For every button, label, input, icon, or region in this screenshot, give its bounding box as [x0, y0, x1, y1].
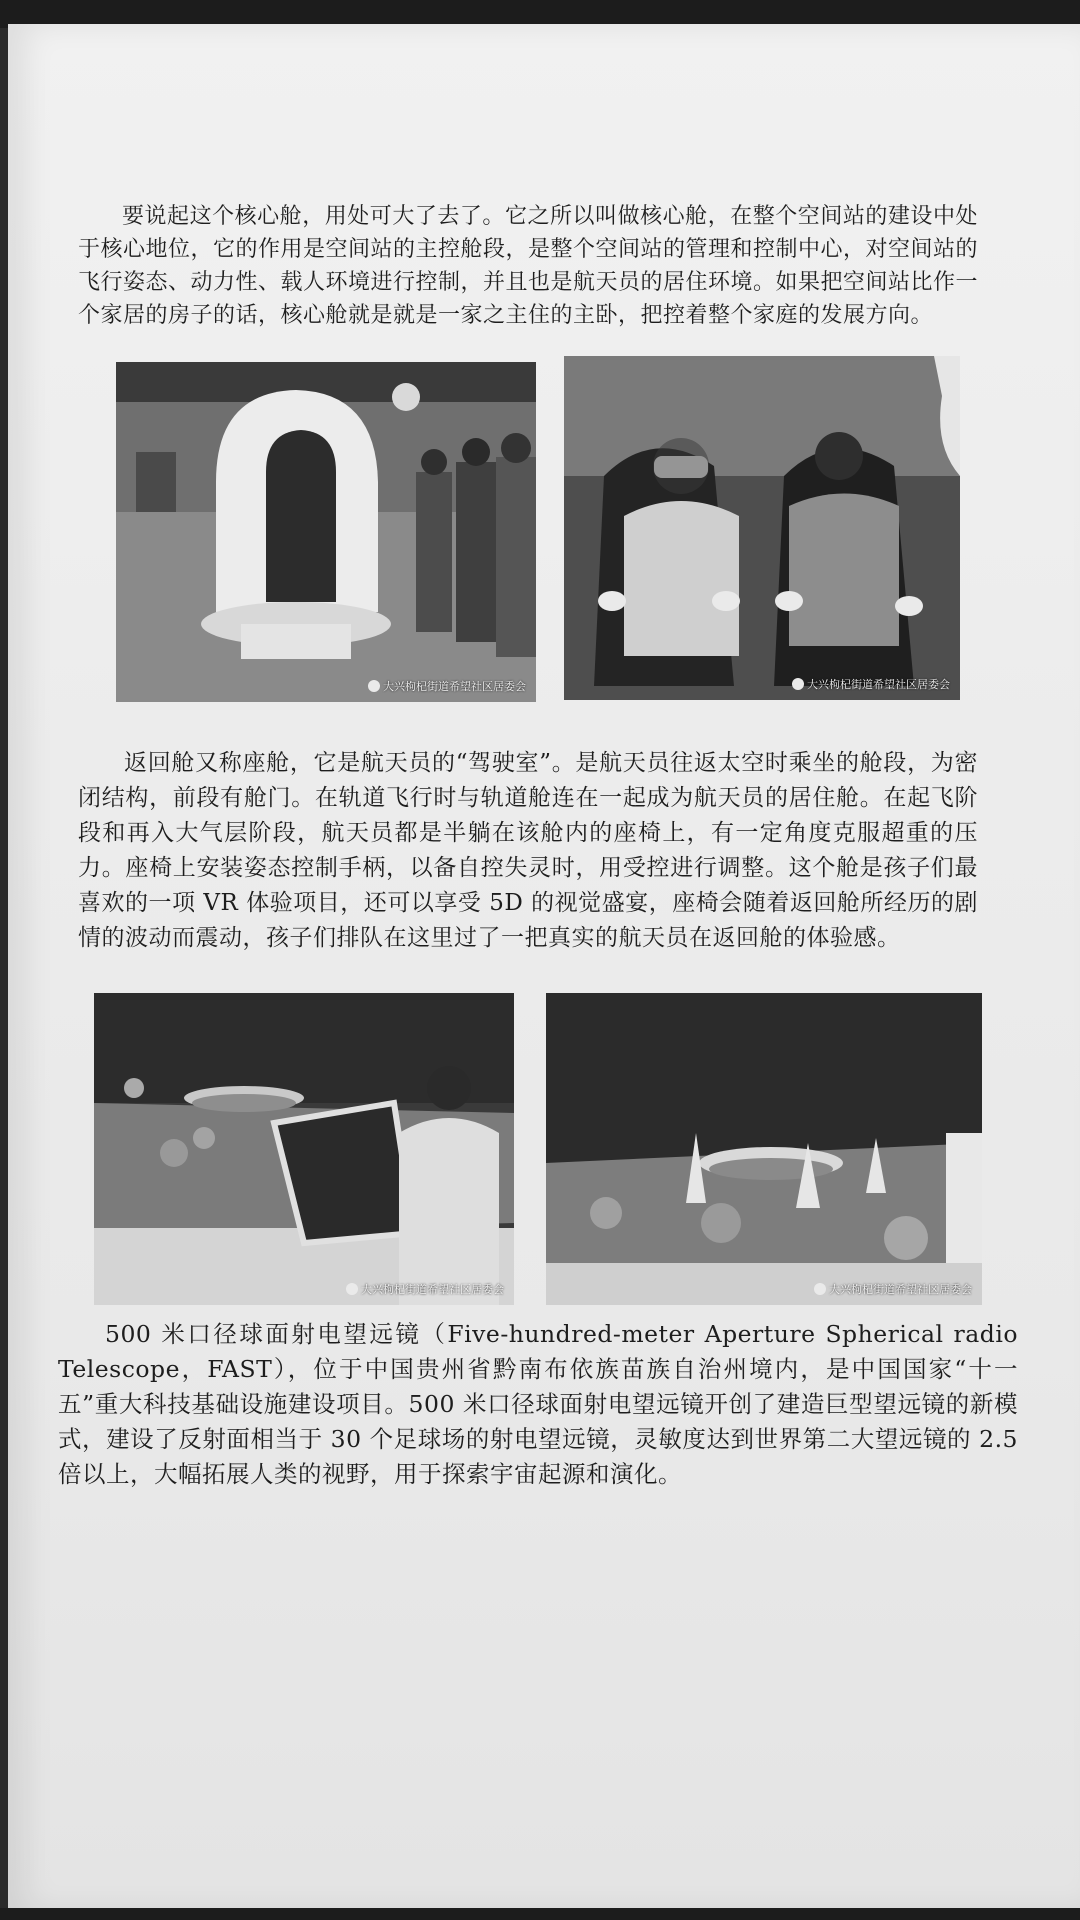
bottom-background	[0, 1908, 1080, 1920]
wechat-logo-icon	[368, 680, 380, 692]
wechat-logo-icon	[814, 1283, 826, 1295]
photo-capsule-exhibit	[116, 362, 536, 702]
photo-watermark: 大兴枸杞街道希望社区居委会	[814, 1281, 972, 1297]
photo-watermark: 大兴枸杞街道希望社区居委会	[792, 676, 950, 692]
paragraph-fast-telescope: 500 米口径球面射电望远镜（Five-hundred-meter Aperture Spherical radio Telescope，FAST），位于中国贵州省黔南布依族苗族自治州境内，是中国国家“十一五”重大科技基础设施建设项目。500 米口径球面射电望远镜开创了建造巨型望远镜的新模式，建设了反射面相当于 30 个足球场的射电望远镜，灵敏度达到世界第二大望远镜的 2.5 倍以上，大幅拓展人类的视野，用于探索宇宙起源和演化。	[58, 1320, 1018, 1488]
photo-watermark: 大兴枸杞街道希望社区居委会	[346, 1281, 504, 1297]
wechat-logo-icon	[346, 1283, 358, 1295]
photo-fast-model-boy	[94, 993, 514, 1305]
paragraph-return-capsule: 返回舱又称座舱，它是航天员的“驾驶室”。是航天员往返太空时乘坐的舱段，为密闭结构，前段有舱门。在轨道飞行时与轨道舱连在一起成为航天员的居住舱。在起飞阶段和再入大气层阶段，航天员都是半躺在该舱内的座椅上，有一定角度克服超重的压力。座椅上安装姿态控制手柄，以备自控失灵时，用受控进行调整。这个舱是孩子们最喜欢的一项 VR 体验项目，还可以享受 5D 的视觉盛宴，座椅会随着返回舱所经历的剧情的波动而震动，孩子们排队在这里过了一把真实的航天员在返回舱的体验感。	[78, 750, 978, 951]
paragraph-core-module: 要说起这个核心舱，用处可大了去了。它之所以叫做核心舱，在整个空间站的建设中处于核心地位，它的作用是空间站的主控舱段，是整个空间站的管理和控制中心，对空间站的飞行姿态、动力性、载人环境进行控制，并且也是航天员的居住环境。如果把空间站比作一个家居的房子的话，核心舱就是就是一家之主住的主卧，把控着整个家庭的发展方向。	[78, 204, 979, 328]
photo-watermark: 大兴枸杞街道希望社区居委会	[368, 678, 526, 694]
wechat-logo-icon	[792, 678, 804, 690]
photo-fast-model	[546, 993, 982, 1305]
photo-vr-seats	[564, 356, 960, 700]
